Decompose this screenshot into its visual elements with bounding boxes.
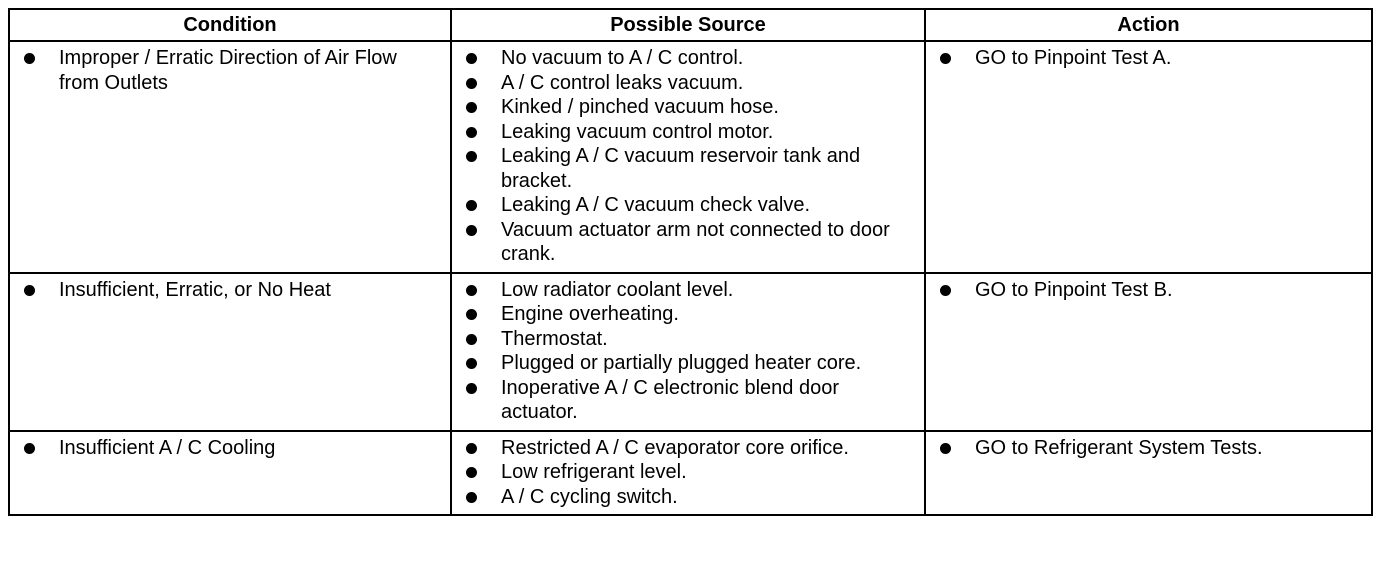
list-item-text: GO to Refrigerant System Tests. (975, 436, 1263, 459)
diagnosis-table (8, 8, 1373, 516)
list-item (460, 327, 916, 352)
bullet-icon (466, 309, 477, 320)
list-item (460, 46, 916, 71)
bullet-icon (466, 102, 477, 113)
list-item-text: A / C cycling switch. (501, 485, 678, 508)
action-cell-list (934, 436, 1363, 461)
action-cell-list (934, 278, 1363, 303)
bullet-icon (24, 285, 35, 296)
list-item (460, 460, 916, 485)
list-item-text: GO to Pinpoint Test A. (975, 47, 1172, 69)
list-item-text: Plugged or partially plugged heater core. (501, 352, 862, 374)
list-item-text: Low refrigerant level. (501, 461, 687, 483)
bullet-icon (466, 443, 477, 454)
list-item (18, 46, 442, 95)
possible-source-cell-list (460, 436, 916, 510)
bullet-icon (466, 151, 477, 162)
bullet-icon (466, 334, 477, 345)
bullet-icon (940, 285, 951, 296)
table-row (9, 273, 1372, 431)
possible-source-cell (451, 273, 925, 431)
list-item-text: Insufficient, Erratic, or No Heat (59, 278, 331, 301)
condition-cell-list (18, 46, 442, 95)
bullet-icon (466, 53, 477, 64)
header-condition: Condition (9, 9, 451, 41)
list-item (460, 436, 916, 461)
condition-cell (9, 273, 451, 431)
action-cell (925, 273, 1372, 431)
list-item (460, 351, 916, 376)
list-item (460, 278, 916, 303)
possible-source-cell (451, 41, 925, 273)
bullet-icon (466, 492, 477, 503)
condition-cell (9, 41, 451, 273)
bullet-icon (24, 443, 35, 454)
list-item-text: Engine overheating. (501, 303, 679, 325)
list-item (460, 144, 916, 193)
list-item (460, 95, 916, 120)
list-item-text: Vacuum actuator arm not connected to door crank. (501, 218, 890, 265)
list-item (460, 376, 916, 425)
bullet-icon (466, 358, 477, 369)
bullet-icon (466, 127, 477, 138)
possible-source-cell-list (460, 278, 916, 425)
list-item (460, 302, 916, 327)
list-item (460, 485, 916, 510)
action-cell-list (934, 46, 1363, 71)
bullet-icon (466, 285, 477, 296)
bullet-icon (24, 53, 35, 64)
list-item-text: No vacuum to A / C control. (501, 47, 744, 69)
list-item-text: Inoperative A / C electronic blend door actuator. (501, 376, 839, 423)
bullet-icon (940, 53, 951, 64)
condition-cell-list (18, 436, 442, 461)
bullet-icon (466, 467, 477, 478)
list-item (934, 436, 1363, 461)
bullet-icon (466, 225, 477, 236)
bullet-icon (466, 78, 477, 89)
header-action: Action (925, 9, 1372, 41)
list-item-text: Leaking vacuum control motor. (501, 120, 774, 143)
list-item (18, 436, 442, 461)
list-item-text: Kinked / pinched vacuum hose. (501, 96, 779, 118)
action-cell (925, 41, 1372, 273)
header-row (9, 9, 1372, 41)
list-item (460, 218, 916, 267)
list-item-text: Improper / Erratic Direction of Air Flow from Outlets (59, 47, 397, 94)
list-item-text: Leaking A / C vacuum reservoir tank and bracket. (501, 145, 861, 192)
table-row (9, 41, 1372, 273)
list-item-text: Low radiator coolant level. (501, 278, 734, 301)
list-item-text: A / C control leaks vacuum. (501, 71, 744, 94)
action-cell (925, 431, 1372, 516)
list-item-text: Insufficient A / C Cooling (59, 436, 276, 459)
bullet-icon (466, 200, 477, 211)
possible-source-cell-list (460, 46, 916, 267)
table-row (9, 431, 1372, 516)
list-item-text: GO to Pinpoint Test B. (975, 278, 1173, 301)
header-possible-source: Possible Source (451, 9, 925, 41)
condition-cell (9, 431, 451, 516)
list-item (934, 46, 1363, 71)
list-item-text: Thermostat. (501, 327, 608, 350)
possible-source-cell (451, 431, 925, 516)
list-item-text: Restricted A / C evaporator core orifice. (501, 436, 849, 459)
list-item (18, 278, 442, 303)
list-item (460, 71, 916, 96)
condition-cell-list (18, 278, 442, 303)
bullet-icon (466, 383, 477, 394)
bullet-icon (940, 443, 951, 454)
list-item (460, 193, 916, 218)
list-item-text: Leaking A / C vacuum check valve. (501, 194, 811, 216)
list-item (934, 278, 1363, 303)
list-item (460, 120, 916, 145)
